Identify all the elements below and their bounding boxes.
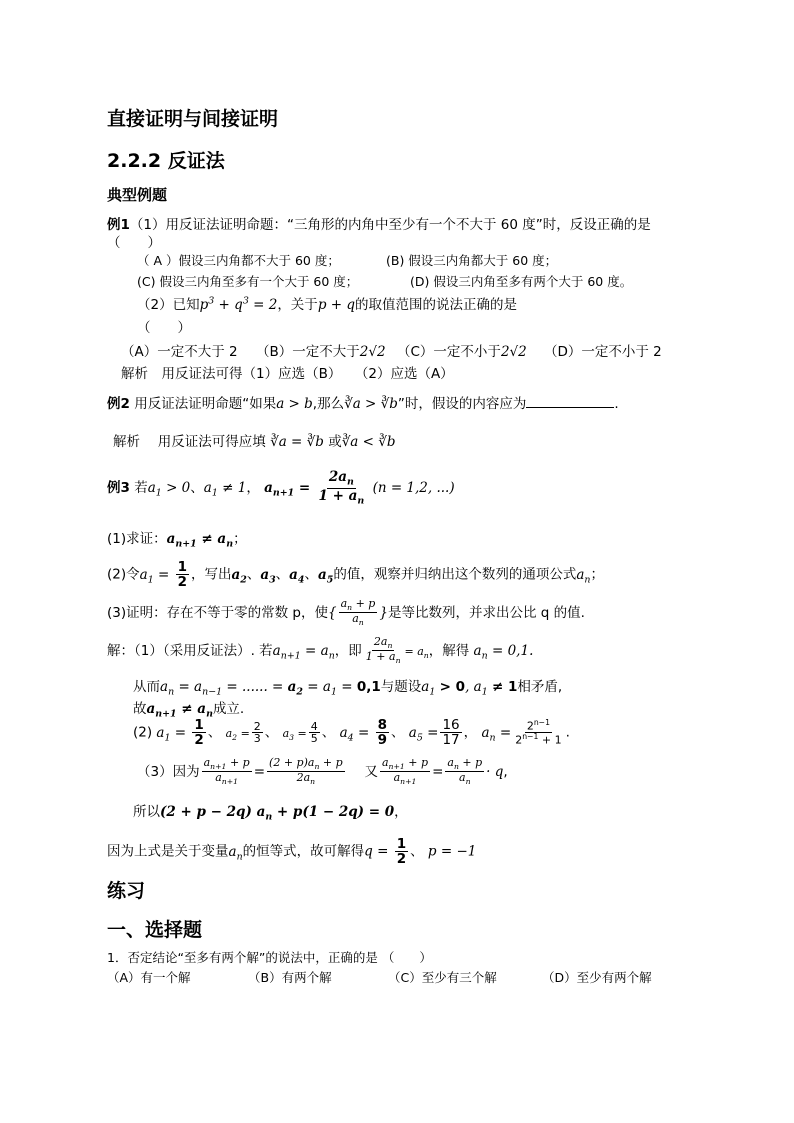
choice-heading: 一、选择题 xyxy=(107,919,203,941)
practice-heading: 练习 xyxy=(107,880,146,902)
ex1-q2-equation: $p^3 + q^3 = 2$ xyxy=(199,295,278,313)
ex2-answer-blank[interactable] xyxy=(526,395,614,408)
section-title: 2.2.2 反证法 xyxy=(107,150,225,172)
ex1-q1-text: （1）用反证法证明命题：“三角形的内角中至少有一个不大于 60 度”时，反设正确的是 xyxy=(129,217,651,233)
ex1-q1-paren: （ ） xyxy=(107,235,161,251)
ex1-q2-expr: p + q xyxy=(317,297,355,313)
ex2-question: 例2 用反证法证明命题“如果a > b,那么∛a > ∛b”时，假设的内容应为 . xyxy=(107,396,619,412)
practice-q1-option-c: （C）至少有三个解 xyxy=(388,970,497,985)
ex1-option-c: (C) 假设三内角至多有一个大于 60 度； xyxy=(137,274,359,289)
ex3-solution-2: 从而$a_n = a_{n-1}$ = ...... = $a_2 = a_1 = 0,1$与题设$a_1 > 0$, $a_1 \ne 1$相矛盾, xyxy=(133,679,563,698)
ex1-q2-post: 的取值范围的说法正确的是 xyxy=(355,297,517,313)
ex1-label: 例1 xyxy=(107,217,130,233)
ex3-solution-4: (2) $a_1$ = $\frac{1}{2}$ 、 $a_2$ = $\frac{2}{3}$ 、 $a_3$ = $\frac{4}{5}$ 、 $a_4$ = $\frac{8}{9}$ 、 $a_5$ = $\frac{16}{17}$ ， $a_n$ = $\frac{2^{n-1}}{2^{n-1} + 1}$ . xyxy=(133,717,570,749)
ex3-question: 例3 若$a_1 > 0$、$a_1 \ne 1$， $a_{n+1}$ = $\frac{2a_n}{1 + a_n}$ (n = 1,2, ...) xyxy=(107,469,455,507)
practice-q1-option-b: （B）有两个解 xyxy=(248,970,332,985)
ex3-solution-3: 故$a_{n+1} \ne a_n$成立. xyxy=(133,701,245,720)
ex3-solution-6: 所以(2 + p − 2q) $a_n + p(1 - 2q) = 0$， xyxy=(133,804,408,823)
ex1-q2-option-a: （A）一定不大于 2 xyxy=(121,344,238,360)
ex3-part-2: (2)令$a_1$ = $\frac{1}{2}$ ，写出$a_2$、$a_3$、$a_4$、$a_5$的值，观察并归纳出这个数列的通项公式$a_n$； xyxy=(107,559,604,591)
ex1-q2-paren: （ ） xyxy=(137,320,191,336)
ex3-part-1: (1)求证：$a_{n+1} \ne a_n$； xyxy=(107,531,247,550)
ex1-q2-mid: ，关于 xyxy=(277,297,318,313)
practice-question-1: 1．否定结论“至多有两个解”的说法中，正确的是 （ ） xyxy=(107,950,432,965)
ex1-q2-option-d: （D）一定不小于 2 xyxy=(544,344,662,360)
ex3-conclusion: 因为上式是关于变量$a_n$的恒等式，故可解得q = $\frac{1}{2}$ 、 p = −1 xyxy=(107,836,477,868)
ex1-q2-option-b: （B）一定不大于2√2 xyxy=(256,344,386,360)
ex3-part-3: (3)证明：存在不等于零的常数 p，使{ $\frac{a_n + p}{a_n}$ }是等比数列，并求出公比 q 的值. xyxy=(107,597,585,628)
ex2-solution: 解析 用反证法可得应填 ∛a = ∛b 或∛a < ∛b xyxy=(113,434,396,450)
ex1-question-1 xyxy=(107,213,651,233)
ex3-label: 例3 xyxy=(107,480,130,497)
ex1-option-a: （ A ）假设三内角都不大于 60 度； xyxy=(137,253,340,268)
page-title: 直接证明与间接证明 xyxy=(107,108,279,130)
ex3-solution-1: 解：（1）（采用反证法）. 若$a_{n+1} = a_n$，即 $\frac{2a_n}{1 + a_n}$ = $a_n$，解得 $a_n = 0,1$. xyxy=(107,635,534,666)
practice-q1-option-d: （D）至少有两个解 xyxy=(542,970,652,985)
ex1-q2-option-c: （C）一定不小于2√2 xyxy=(397,344,527,360)
practice-q1-option-a: （A）有一个解 xyxy=(107,970,191,985)
ex1-option-b: (B) 假设三内角都大于 60 度； xyxy=(386,253,558,268)
ex1-q2-pre: （2）已知 xyxy=(137,297,200,313)
ex1-solution: 解析 用反证法可得（1）应选（B） （2）应选（A） xyxy=(121,366,454,382)
examples-heading: 典型例题 xyxy=(107,186,168,204)
ex3-solution-5: （3）因为 $\frac{a_{n+1} + p}{a_{n+1}}$ = $\frac{(2 + p)a_n + p}{2a_n}$ 又 $\frac{a_{n+1} + p}{a_{n+1}}$ = $\frac{a_n + p}{a_n}$ · q, xyxy=(137,756,508,787)
ex1-option-d: (D) 假设三内角至多有两个大于 60 度。 xyxy=(410,274,633,289)
ex1-question-2 xyxy=(137,293,517,313)
ex2-label: 例2 xyxy=(107,396,130,412)
